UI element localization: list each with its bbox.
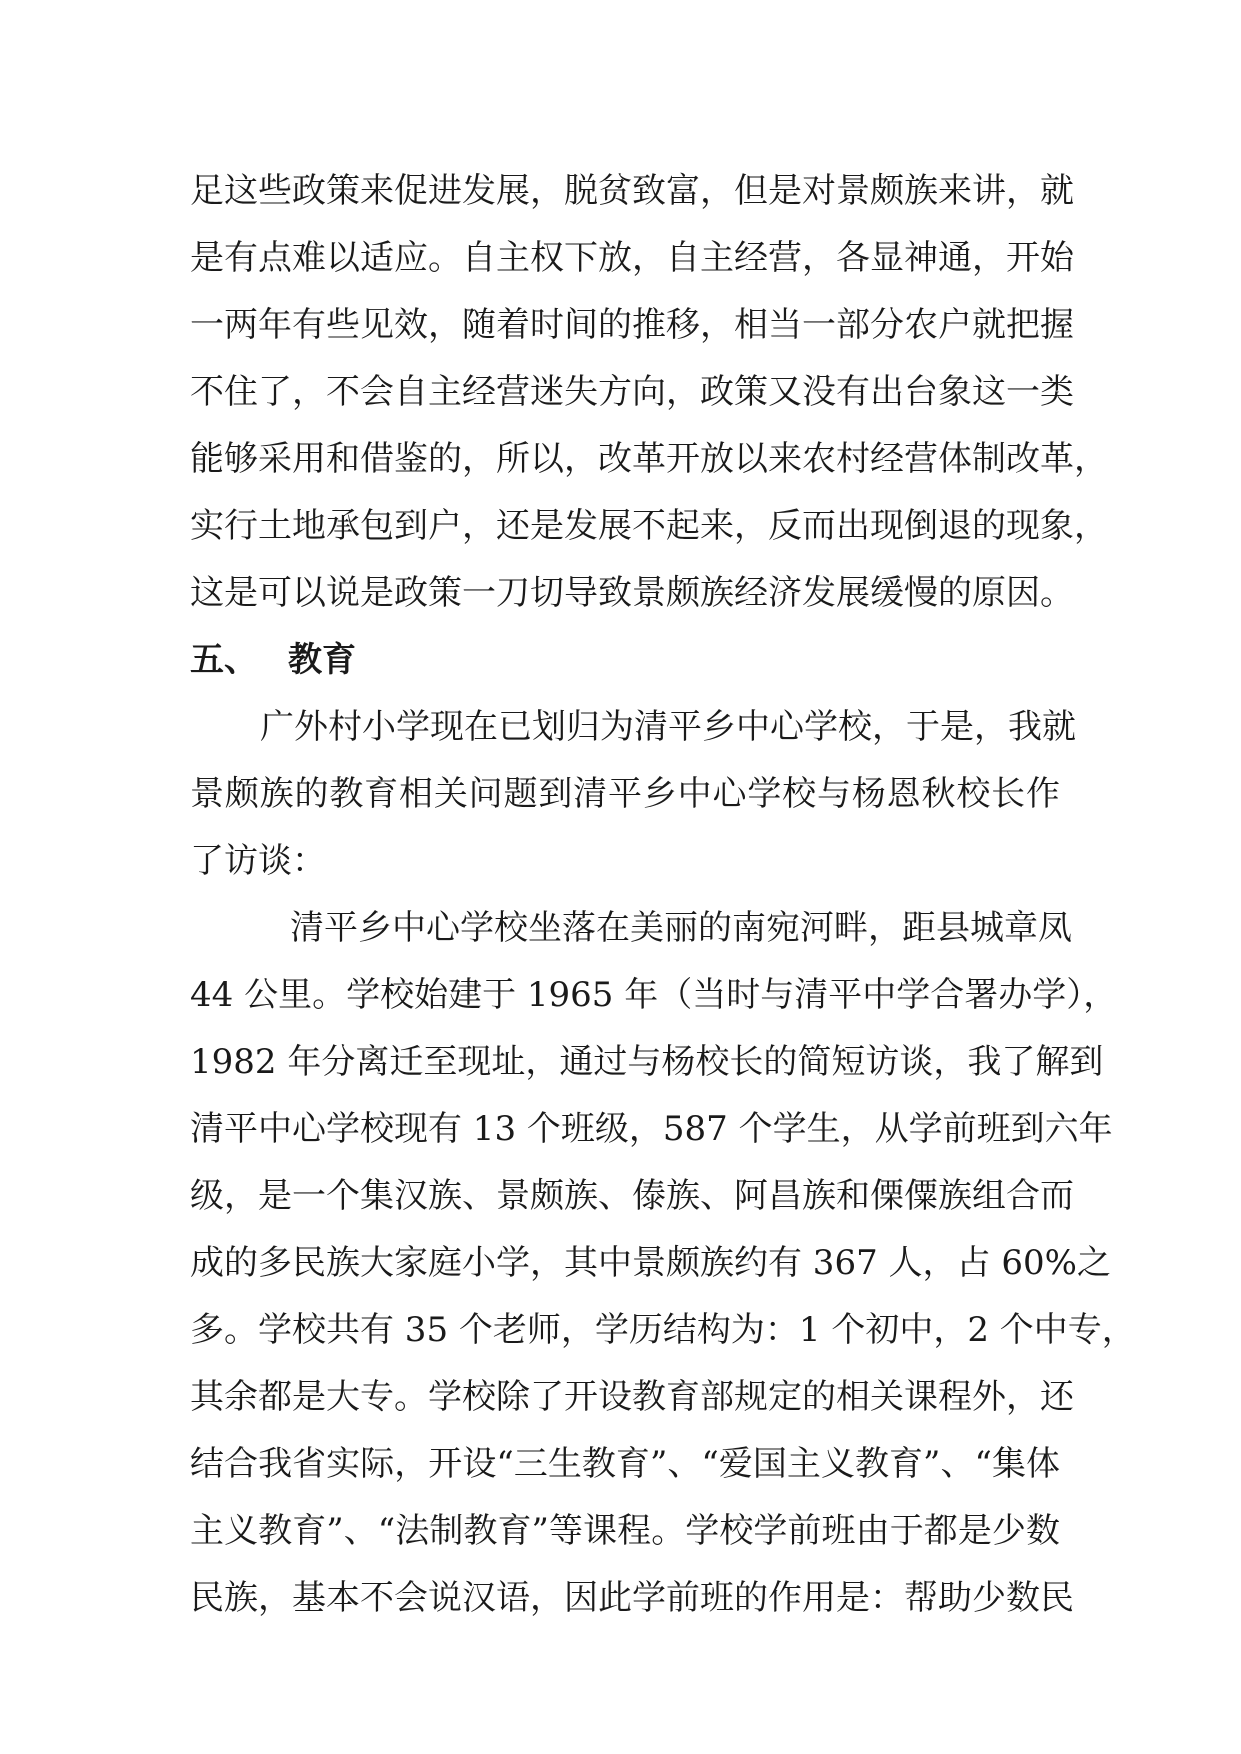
text-line: 足这些政策来促进发展，脱贫致富，但是对景颇族来讲，就 [190,171,1074,211]
text-line: 成的多民族大家庭小学，其中景颇族约有 367 人，占 60%之 [190,1243,1111,1283]
text-line: 不住了，不会自主经营迷失方向，政策又没有出台象这一类 [190,372,1074,412]
section-number: 五、 [190,640,258,680]
text-line: 清平乡中心学校坐落在美丽的南宛河畔，距县城章凤 [290,908,1072,948]
document-page [190,158,1136,1632]
section-title: 教育 [288,640,356,680]
section-heading [190,627,1060,694]
text-line: 这是可以说是政策一刀切导致景颇族经济发展缓慢的原因。 [190,573,1074,613]
text-line: 结合我省实际，开设“三生教育”、“爱国主义教育”、“集体 [190,1444,1060,1484]
text-line: 实行土地承包到户，还是发展不起来，反而出现倒退的现象， [190,506,1108,546]
text-line: 清平中心学校现有 13 个班级，587 个学生，从学前班到六年 [190,1109,1113,1149]
paragraph-intro [190,694,1076,895]
text-line: 民族，基本不会说汉语，因此学前班的作用是：帮助少数民 [190,1578,1074,1618]
text-line: 能够采用和借鉴的，所以，改革开放以来农村经营体制改革， [190,439,1108,479]
text-line: 多。学校共有 35 个老师，学历结构为：1 个初中，2 个中专， [190,1310,1136,1350]
text-line: 景颇族的教育相关问题到清平乡中心学校与杨恩秋校长作 [190,774,1060,814]
text-line: 一两年有些见效，随着时间的推移，相当一部分农户就把握 [190,305,1074,345]
text-line: 44 公里。学校始建于 1965 年（当时与清平中学合署办学）， [190,975,1118,1015]
paragraph-school [190,895,1136,1632]
text-line: 了访谈： [190,841,326,881]
text-line: 级，是一个集汉族、景颇族、傣族、阿昌族和傈僳族组合而 [190,1176,1074,1216]
text-line: 1982 年分离迁至现址，通过与杨校长的简短访谈，我了解到 [190,1042,1104,1082]
text-line: 广外村小学现在已划归为清平乡中心学校，于是，我就 [260,707,1076,747]
text-line: 是有点难以适应。自主权下放，自主经营，各显神通，开始 [190,238,1074,278]
text-line: 其余都是大专。学校除了开设教育部规定的相关课程外，还 [190,1377,1074,1417]
text-line: 主义教育”、“法制教育”等课程。学校学前班由于都是少数 [190,1511,1060,1551]
paragraph-policy [190,158,1108,627]
